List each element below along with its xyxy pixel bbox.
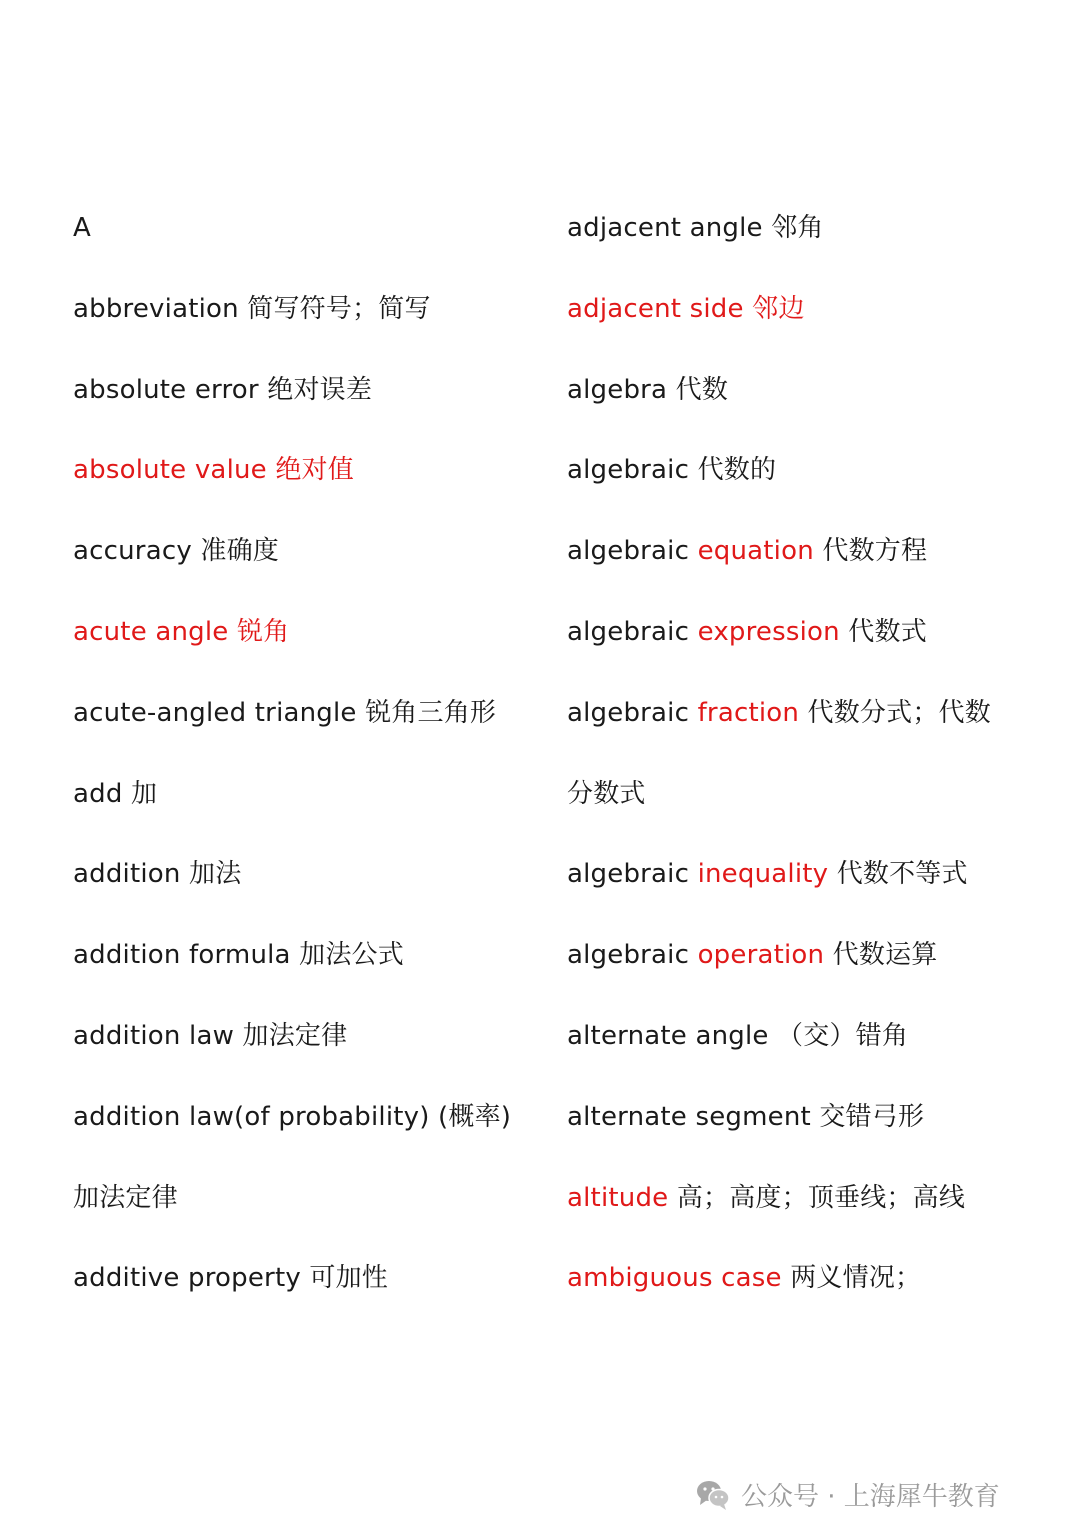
left-column-entry-text: addition law(of probability) (概率) bbox=[73, 1101, 512, 1132]
right-column-entry bbox=[567, 1261, 921, 1295]
watermark-text: 公众号 · 上海犀牛教育 bbox=[741, 1481, 1000, 1512]
right-column-entry-text: 代数运算 bbox=[824, 940, 938, 971]
right-column-entry bbox=[567, 534, 927, 568]
left-column-entry-text: absolute value 绝对值 bbox=[73, 455, 354, 486]
right-column-entry-text: algebraic bbox=[567, 697, 698, 728]
right-column-entry-text: 代数不等式 bbox=[828, 859, 968, 890]
right-column-entry-text: inequality bbox=[697, 859, 829, 890]
wechat-icon bbox=[695, 1476, 731, 1512]
watermark bbox=[695, 1474, 1000, 1514]
right-column-entry bbox=[567, 292, 805, 326]
right-column-entry bbox=[567, 696, 991, 730]
right-column-entry-text: alternate angle （交）错角 bbox=[567, 1021, 909, 1051]
left-column-entry bbox=[73, 696, 496, 730]
left-column-entry bbox=[73, 534, 279, 568]
right-column-entry bbox=[567, 1181, 965, 1215]
right-column-entry bbox=[567, 1100, 924, 1134]
right-column-entry-text: alternate segment 交错弓形 bbox=[567, 1101, 925, 1132]
left-column-entry bbox=[73, 938, 404, 972]
right-column-entry-text: ambiguous case bbox=[567, 1263, 782, 1294]
left-column-entry-text: acute angle 锐角 bbox=[73, 617, 290, 647]
right-column-entry bbox=[567, 938, 937, 972]
left-column-entry bbox=[73, 292, 431, 326]
right-column-entry bbox=[567, 777, 646, 811]
left-column-entry bbox=[73, 373, 372, 407]
left-column-entry-text: A bbox=[73, 213, 91, 243]
right-column-entry-text: altitude bbox=[567, 1182, 669, 1213]
right-column-entry-text: expression bbox=[697, 617, 840, 647]
left-column-entry bbox=[73, 1100, 511, 1134]
right-column-entry-text: 代数方程 bbox=[813, 536, 928, 567]
left-column-entry-text: addition 加法 bbox=[73, 859, 242, 890]
left-column-entry bbox=[73, 453, 354, 487]
right-column-entry bbox=[567, 857, 968, 891]
left-column-entry-text: addition law 加法定律 bbox=[73, 1021, 348, 1051]
left-column-entry bbox=[73, 615, 289, 649]
left-column-entry-text: additive property 可加性 bbox=[73, 1263, 388, 1294]
left-column-entry bbox=[73, 1019, 347, 1053]
left-column-entry-text: abbreviation 简写符号；简写 bbox=[73, 293, 431, 324]
right-column-entry-text: fraction bbox=[697, 697, 800, 728]
left-column-entry-text: acute-angled triangle 锐角三角形 bbox=[73, 697, 497, 728]
right-column-entry-text: 分数式 bbox=[567, 778, 646, 809]
right-column-entry-text: algebraic bbox=[567, 536, 698, 567]
right-column-entry-text: 两义情况； bbox=[781, 1263, 922, 1294]
left-column-entry-text: accuracy 准确度 bbox=[73, 536, 279, 567]
right-column-entry-text: algebraic bbox=[567, 617, 698, 647]
right-column-entry bbox=[567, 1019, 908, 1053]
right-column-entry-text: 代数分式；代数 bbox=[799, 697, 991, 728]
left-column-entry-text: addition formula 加法公式 bbox=[73, 940, 404, 971]
right-column-entry-text: algebraic bbox=[567, 940, 698, 971]
right-column-entry-text: algebraic 代数的 bbox=[567, 455, 777, 486]
left-column-entry bbox=[73, 1261, 388, 1295]
left-column-entry bbox=[73, 211, 91, 245]
left-column-entry-text: absolute error 绝对误差 bbox=[73, 374, 373, 405]
right-column-entry-text: algebra 代数 bbox=[567, 374, 729, 405]
right-column-entry-text: 高；高度；顶垂线；高线 bbox=[668, 1182, 966, 1213]
left-column-entry-text: 加法定律 bbox=[73, 1182, 178, 1213]
right-column-entry-text: equation bbox=[697, 536, 814, 567]
right-column-entry bbox=[567, 615, 927, 649]
left-column-entry-text: add 加 bbox=[73, 778, 158, 809]
right-column-entry bbox=[567, 453, 776, 487]
right-column-entry bbox=[567, 373, 728, 407]
right-column-entry bbox=[567, 211, 824, 245]
right-column-entry-text: adjacent angle 邻角 bbox=[567, 213, 824, 243]
left-column-entry bbox=[73, 857, 241, 891]
right-column-entry-text: operation bbox=[697, 940, 825, 971]
left-column-entry bbox=[73, 777, 157, 811]
right-column-entry-text: 代数式 bbox=[839, 617, 927, 647]
left-column-entry bbox=[73, 1181, 178, 1215]
right-column-entry-text: algebraic bbox=[567, 859, 698, 890]
right-column-entry-text: adjacent side 邻边 bbox=[567, 293, 805, 324]
